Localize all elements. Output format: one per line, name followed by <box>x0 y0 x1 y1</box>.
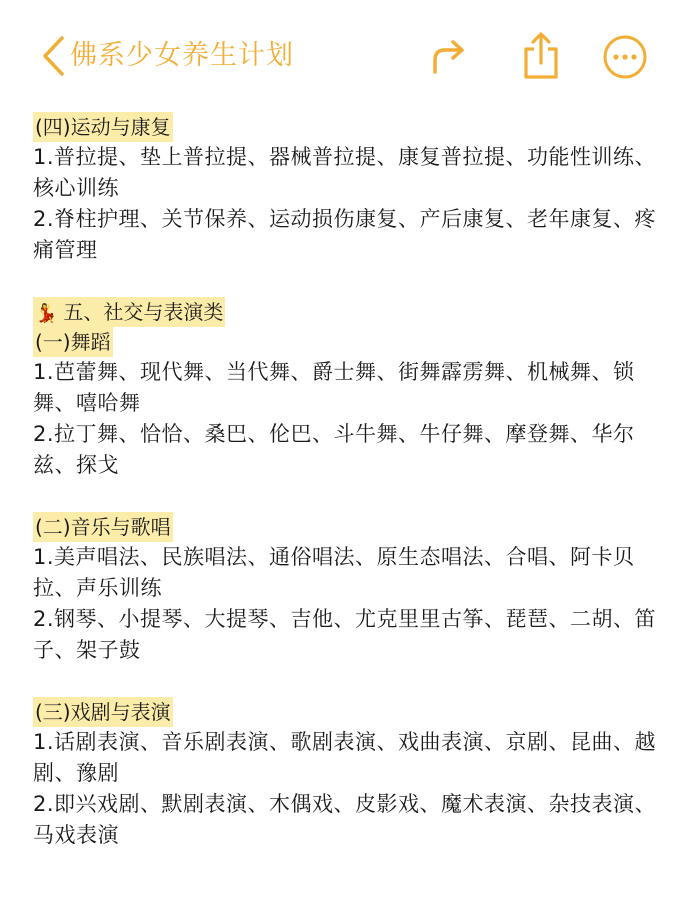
list-item: 2.拉丁舞、恰恰、桑巴、伦巴、斗牛舞、牛仔舞、摩登舞、华尔兹、探戈 <box>33 422 635 477</box>
list-item: 1.普拉提、垫上普拉提、器械普拉提、康复普拉提、功能性训练、核心训练 <box>33 145 657 200</box>
section-dance <box>33 327 663 481</box>
section-music-singing <box>33 512 663 666</box>
section-heading: (二)音乐与歌唱 <box>33 512 173 542</box>
note-body[interactable] <box>33 112 663 851</box>
list-item: 2.脊柱护理、关节保养、运动损伤康复、产后康复、老年康复、疼痛管理 <box>33 207 657 262</box>
list-item: 2.即兴戏剧、默剧表演、木偶戏、皮影戏、魔术表演、杂技表演、马戏表演 <box>33 792 657 847</box>
more-ellipsis-icon <box>602 34 648 80</box>
note-title: 佛系少女养生计划 <box>70 40 294 71</box>
redo-button[interactable] <box>425 34 471 80</box>
redo-arrow-icon <box>425 34 471 80</box>
dancer-emoji-icon: 💃 <box>35 303 58 324</box>
section-heading: (三)戏剧与表演 <box>33 697 173 727</box>
list-item: 1.美声唱法、民族唱法、通俗唱法、原生态唱法、合唱、阿卡贝拉、声乐训练 <box>33 545 635 600</box>
category-heading-text: 五、社交与表演类 <box>63 300 224 324</box>
list-item: 2.钢琴、小提琴、大提琴、吉他、尤克里里古筝、琵琶、二胡、笛子、架子鼓 <box>33 607 657 662</box>
share-button[interactable] <box>518 31 564 77</box>
section-exercise-rehab <box>33 112 663 266</box>
chevron-left-icon <box>40 34 66 78</box>
section-social-performance <box>33 297 663 327</box>
share-icon <box>518 31 564 81</box>
back-button[interactable] <box>40 34 294 78</box>
section-drama-performance <box>33 697 663 851</box>
more-button[interactable] <box>602 34 648 80</box>
section-heading: (四)运动与康复 <box>33 112 173 142</box>
list-item: 1.芭蕾舞、现代舞、当代舞、爵士舞、街舞霹雳舞、机械舞、锁舞、嘻哈舞 <box>33 360 635 415</box>
list-item: 1.话剧表演、音乐剧表演、歌剧表演、戏曲表演、京剧、昆曲、越剧、豫剧 <box>33 730 657 785</box>
note-toolbar <box>0 0 690 112</box>
category-heading <box>33 297 225 327</box>
section-heading: (一)舞蹈 <box>33 327 113 357</box>
